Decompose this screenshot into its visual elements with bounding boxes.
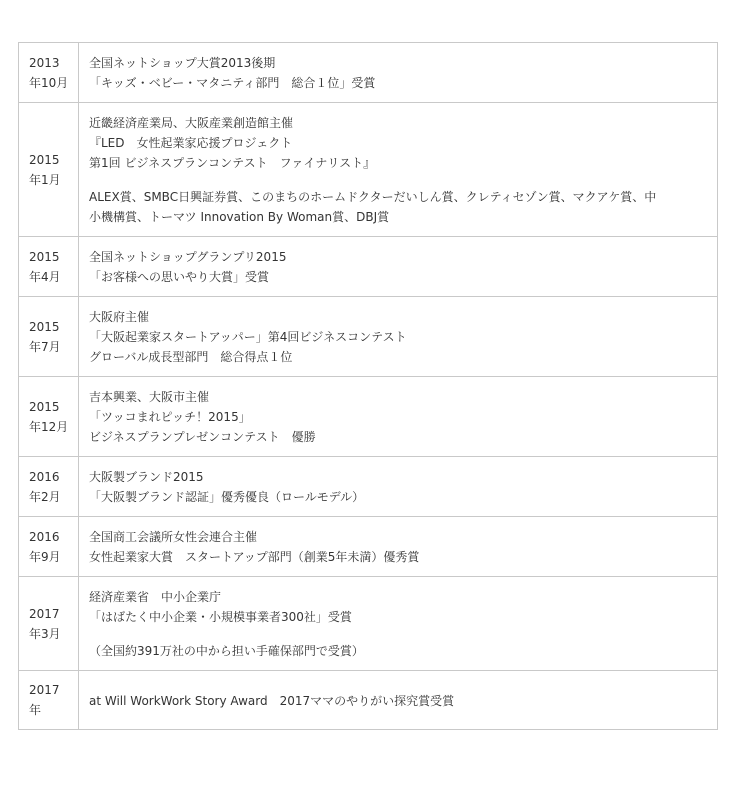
award-year: 2016年2月 <box>29 469 61 504</box>
award-row <box>19 517 718 577</box>
award-year: 2017年 <box>29 683 60 717</box>
award-description-line: 全国ネットショップ大賞2013後期 <box>89 56 276 70</box>
award-description-line: 「大阪製ブランド認証」優秀優良（ロールモデル） <box>89 490 365 504</box>
award-description-cell <box>79 297 718 377</box>
award-description-cell <box>79 103 718 237</box>
award-description-cell <box>79 377 718 457</box>
award-description-line: 「お客様への思いやり大賞」受賞 <box>89 270 270 284</box>
award-description-line: 小機構賞、トーマツ Innovation By Woman賞、DBJ賞 <box>89 210 390 224</box>
award-description-line: （全国約391万社の中から担い手確保部門で受賞） <box>89 644 364 658</box>
award-year-cell <box>19 377 79 457</box>
award-year: 2013年10月 <box>29 55 69 90</box>
award-year-cell <box>19 43 79 103</box>
award-year-cell <box>19 577 79 671</box>
award-year: 2016年9月 <box>29 529 61 564</box>
award-row <box>19 577 718 671</box>
award-description-line: 吉本興業、大阪市主催 <box>89 390 210 404</box>
award-year: 2015年7月 <box>29 319 61 354</box>
paragraph-gap <box>89 627 711 641</box>
award-description-cell <box>79 457 718 517</box>
award-description-cell <box>79 43 718 103</box>
award-row <box>19 457 718 517</box>
award-row <box>19 671 718 730</box>
award-row <box>19 103 718 237</box>
award-year-cell <box>19 457 79 517</box>
award-description-line: 全国ネットショップグランプリ2015 <box>89 250 287 264</box>
awards-table <box>18 42 718 730</box>
award-description-line: 第1回 ビジネスプランコンテスト ファイナリスト』 <box>89 156 376 170</box>
award-description-line: ALEX賞、SMBC日興証券賞、このまちのホームドクターだいしん賞、クレティセゾン賞、マクアケ賞、中 <box>89 190 657 204</box>
award-description-cell <box>79 237 718 297</box>
award-row <box>19 297 718 377</box>
award-row <box>19 377 718 457</box>
award-description-line: 女性起業家大賞 スタートアップ部門（創業5年未満）優秀賞 <box>89 550 420 564</box>
award-description-cell <box>79 577 718 671</box>
award-description-cell <box>79 517 718 577</box>
award-description-line: 経済産業省 中小企業庁 <box>89 590 222 604</box>
award-description-line: 大阪府主催 <box>89 310 150 324</box>
award-year: 2015年1月 <box>29 152 61 187</box>
award-row <box>19 43 718 103</box>
award-description-line: ビジネスプランプレゼンコンテスト 優勝 <box>89 430 316 444</box>
award-description-line: 「大阪起業家スタートアッパー」第4回ビジネスコンテスト <box>89 330 407 344</box>
award-description-line: 「キッズ・ベビー・マタニティ部門 総合１位」受賞 <box>89 76 376 90</box>
award-year: 2015年4月 <box>29 249 61 284</box>
award-description-line: at Will WorkWork Story Award 2017ママのやりがい探究賞受賞 <box>89 693 455 708</box>
award-description-line: 全国商工会議所女性会連合主催 <box>89 530 258 544</box>
award-description-line: 『LED 女性起業家応援プロジェクト <box>89 136 293 150</box>
award-year-cell <box>19 671 79 730</box>
award-year-cell <box>19 517 79 577</box>
award-year-cell <box>19 237 79 297</box>
award-row <box>19 237 718 297</box>
award-description-line: 大阪製ブランド2015 <box>89 470 204 484</box>
award-year: 2017年3月 <box>29 606 61 641</box>
award-description-line: 「ツッコまれピッチ！2015」 <box>89 410 251 424</box>
award-year-cell <box>19 297 79 377</box>
award-description-line: 近畿経済産業局、大阪産業創造館主催 <box>89 116 294 130</box>
award-year: 2015年12月 <box>29 399 69 434</box>
paragraph-gap <box>89 173 711 187</box>
award-description-cell <box>79 671 718 730</box>
award-description-line: 「はばたく中小企業・小規模事業者300社」受賞 <box>89 610 352 624</box>
award-description-line: グローバル成長型部門 総合得点１位 <box>89 350 293 364</box>
award-year-cell <box>19 103 79 237</box>
awards-table-body <box>19 43 718 730</box>
